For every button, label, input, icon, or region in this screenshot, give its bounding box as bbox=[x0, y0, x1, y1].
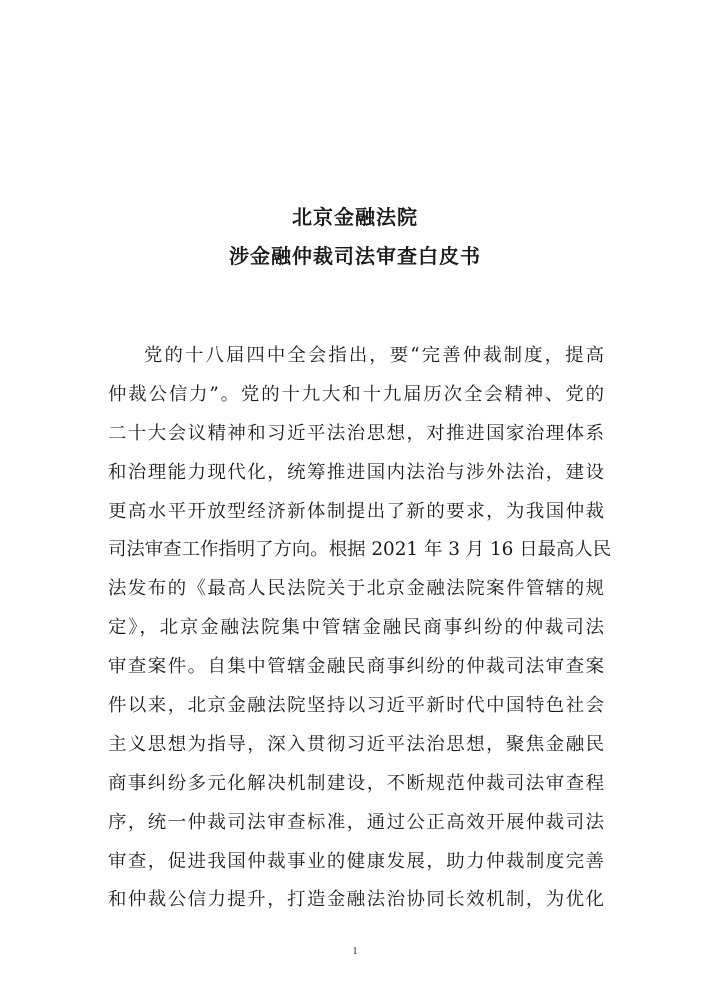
body-line: 序，统一仲裁司法审查标准，通过公正高效开展仲裁司法 bbox=[108, 811, 604, 833]
body-line: 审查，促进我国仲裁事业的健康发展，助力仲裁制度完善 bbox=[108, 850, 604, 872]
body-line: 商事纠纷多元化解决机制建设，不断规范仲裁司法审查程 bbox=[108, 772, 604, 794]
body-line: 党的十八届四中全会指出，要“完善仲裁制度，提高 bbox=[144, 345, 604, 366]
body-line: 和治理能力现代化，统筹推进国内法治与涉外法治，建设 bbox=[108, 461, 604, 483]
body-line: 审查案件。自集中管辖金融民商事纠纷的仲裁司法审查案 bbox=[108, 656, 604, 678]
body-line: 件以来，北京金融法院坚持以习近平新时代中国特色社会 bbox=[108, 695, 604, 717]
document-title: 北京金融法院 bbox=[292, 205, 418, 229]
body-line: 主义思想为指导，深入贯彻习近平法治思想，聚焦金融民 bbox=[108, 733, 604, 755]
page-number: 1 bbox=[352, 946, 358, 957]
body-line: 更高水平开放型经济新体制提出了新的要求，为我国仲裁 bbox=[108, 500, 604, 522]
document-subtitle: 涉金融仲裁司法审查白皮书 bbox=[229, 244, 481, 268]
body-line: 仲裁公信力”。党的十九大和十九届历次全会精神、党的 bbox=[108, 383, 604, 405]
body-line: 二十大会议精神和习近平法治思想，对推进国家治理体系 bbox=[108, 422, 604, 444]
body-paragraph bbox=[108, 337, 612, 920]
body-line: 司法审查工作指明了方向。根据 2021 年 3 月 16 日最高人民 bbox=[108, 539, 612, 561]
body-line: 和仲裁公信力提升，打造金融法治协同长效机制，为优化 bbox=[108, 889, 604, 911]
body-line: 定》，北京金融法院集中管辖金融民商事纠纷的仲裁司法 bbox=[108, 617, 604, 639]
body-line: 法发布的《最高人民法院关于北京金融法院案件管辖的规 bbox=[108, 578, 604, 600]
